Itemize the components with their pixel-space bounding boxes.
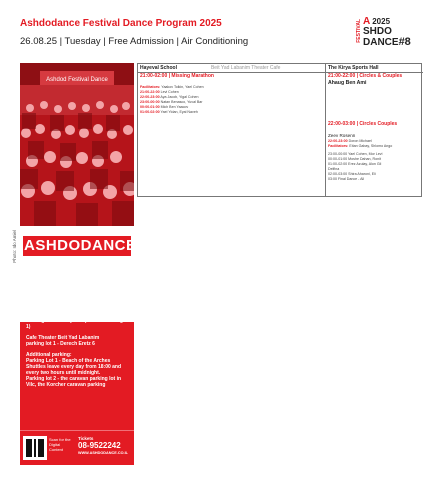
additional-line: Parking Lot 1 - Beach of the Arches [26, 358, 111, 364]
schedule-line: 03:00 Final Dance - All [328, 177, 365, 181]
schedule-line: 01:00-02:00 Yael Yidan, Eyal Naveh [140, 110, 198, 114]
crowd-photo [20, 63, 134, 226]
column-header [138, 64, 325, 73]
schedule-line: 00:00-01:00 Mich Ben Yaacov [140, 105, 189, 109]
additional-line: Shuttles leave every day from 18:00 and every two hours until midnight. [26, 364, 122, 376]
tickets-label: Tickets [78, 436, 94, 441]
venue-name: Beit Yad Labanim Theater Cafe [210, 65, 281, 71]
schedule-column-right [326, 64, 423, 196]
schedule-line: 22:00-23:00 Aya Jacob, Yigal Cohen [140, 95, 199, 99]
parking-info [26, 268, 130, 388]
event-host: Ahaug Ben Ami [328, 80, 367, 86]
venues-block [26, 294, 130, 330]
venue-name: Hayeval School [140, 65, 177, 71]
event-time: 21:00-02:00 | Missing Marathon [140, 73, 214, 79]
qr-note: Scan for the Digital Content [49, 437, 71, 452]
event-time: 22:00-03:00 | Circles Couples [328, 121, 398, 127]
venue-line: Parking 3 - The City Hall (Menachem Begin 1) [26, 318, 128, 330]
ticket-footer [20, 430, 134, 465]
venue-line: Parking 1 - 60 Ha'tsamat Street [26, 306, 100, 312]
logo-letter: A [363, 16, 371, 27]
logo-line2: SHDO [363, 26, 392, 37]
schedule-column-left [138, 64, 326, 196]
cafe-block [26, 335, 130, 347]
page-subtitle: 26.08.25 | Tuesday | Free Admission | Air Conditioning [20, 36, 249, 47]
schedule-line: 22:00-23:00 Doron Michael [328, 139, 372, 143]
additional-line: Additional parking: [26, 352, 72, 358]
schedule-line: 23:00-00:00 Natan Benasco, Yuval Bar [140, 100, 203, 104]
cafe-line: Cafe Theater Beit Yad Labanim [26, 335, 100, 341]
info-sidebar [20, 63, 137, 465]
additional-line: Parking lot 2 - the caravan parking lot in Vilc, the Korcher caravan parking [26, 376, 122, 388]
qr-code-icon[interactable] [23, 436, 47, 460]
additional-parking-block [26, 352, 130, 388]
logo-festival-text: FESTIVAL [356, 19, 362, 43]
schedule-line: Facilitators: Eitan Gabay, Shlomo Ango [328, 144, 393, 148]
venue-line: Hyeval School [26, 300, 61, 306]
parking-heading: The location of the recommended parking lots and transportation times for festival guests [26, 268, 126, 289]
tickets-phone[interactable]: 08-9522242 [78, 441, 121, 450]
schedule-line: 21:00-22:00 Levi Cohen [140, 90, 179, 94]
venue-line: Parking 2 - 5 Hallte Street [26, 312, 87, 318]
brand-text: ASHDODANCE [24, 237, 137, 254]
schedule-line: Facilitators: Yaakov Tolkin, Yael Cohen [140, 85, 204, 89]
photo-banner-text: Ashdod Festival Dance [46, 77, 108, 83]
schedule-line: 23:00-00:00 Yael Cohen, Mor Levi [328, 152, 383, 156]
schedule-line: 00:00-01:00 Moshe Dahan, Ronit [328, 157, 381, 161]
column-header: The Kirya Sports Hall [326, 64, 423, 73]
cafe-line: parking lot 1 - Derech Eretz 6 [26, 341, 95, 347]
schedule-table [137, 63, 422, 197]
schedule-line: 02:00-03:00 Shira Aharoni, Eli [328, 172, 376, 176]
venue-line: The Kirya Sports Hall [26, 294, 77, 300]
page-title: Ashdodance Festival Dance Program 2025 [20, 18, 222, 29]
website-link[interactable]: WWW.ASHDODANCE.CO.IL [78, 451, 128, 455]
brand-banner [23, 236, 137, 256]
logo-line3: DANCE [363, 37, 399, 48]
logo-year: 2025 [372, 17, 391, 26]
schedule-line: 01:00-02:00 Erez Azulay, Alon Gil [328, 162, 382, 166]
logo-number: #8 [398, 36, 411, 48]
event-host: Zeev Rosenn [328, 133, 356, 138]
schedule-line: Delfina [328, 167, 340, 171]
photo-credit: Photo: Ido Amiel [12, 230, 17, 263]
festival-logo [356, 17, 422, 51]
event-time: 21:00-22:00 | Circles & Couples [328, 73, 403, 79]
